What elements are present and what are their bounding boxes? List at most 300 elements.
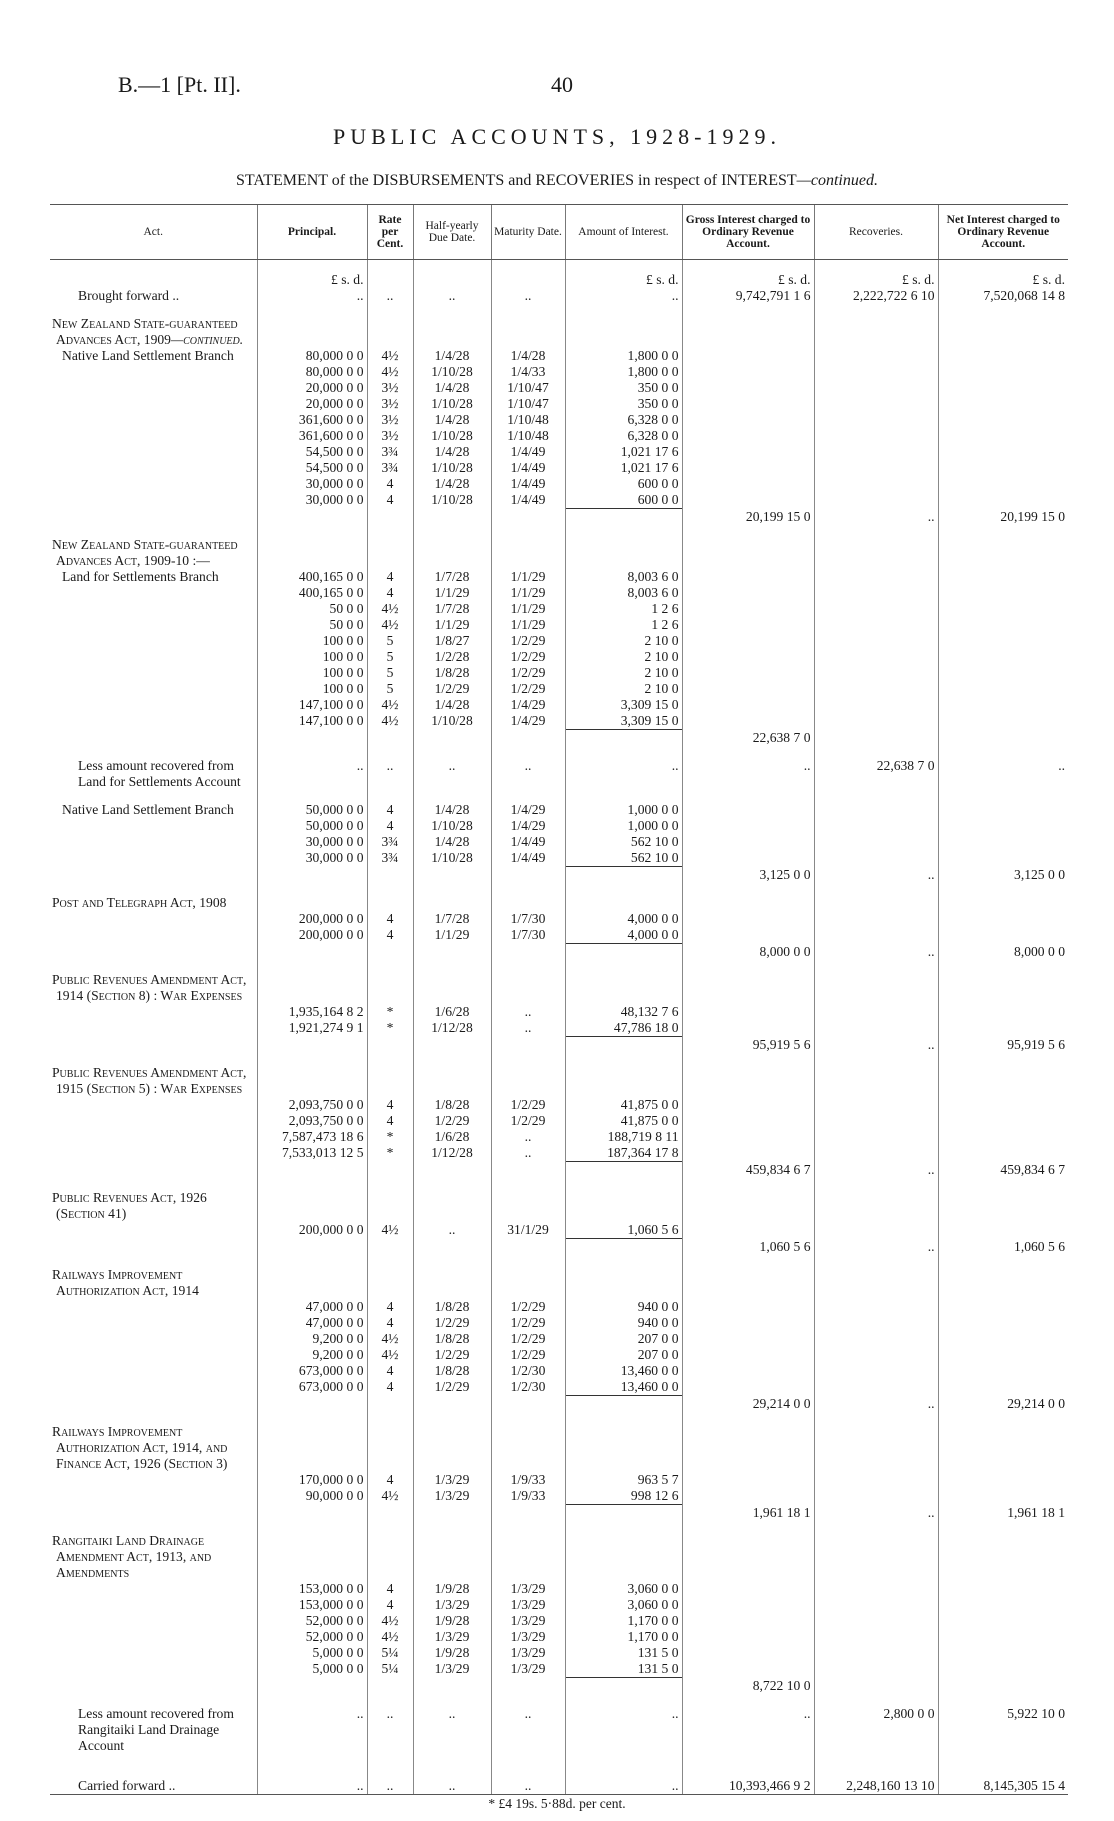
amount-cell: 8,003 6 0: [565, 569, 682, 585]
act-heading: Rangitaiki Land Drainage Amendment Act, 1913, and Amendments: [52, 1533, 212, 1580]
rate-cell: 3¾: [367, 850, 413, 867]
half-yearly-cell: 1/4/28: [413, 444, 491, 460]
maturity-cell: 1/3/29: [491, 1613, 565, 1629]
principal-cell: 361,600 0 0: [257, 428, 367, 444]
amount-cell: 1,800 0 0: [565, 364, 682, 380]
section-total-row: [50, 1162, 1068, 1179]
principal-cell: 100 0 0: [257, 681, 367, 697]
unit-amount: £ s. d.: [565, 272, 682, 288]
less-net: ..: [938, 758, 1068, 790]
table-row: [50, 1472, 1068, 1488]
amount-cell: 41,875 0 0: [565, 1097, 682, 1113]
rate-cell: 4: [367, 911, 413, 927]
amount-cell: 6,328 0 0: [565, 412, 682, 428]
table-row: [50, 850, 1068, 867]
table-row: [50, 1488, 1068, 1505]
table-row: [50, 1379, 1068, 1396]
recoveries-total: ..: [814, 1239, 938, 1256]
half-yearly-cell: 1/10/28: [413, 850, 491, 867]
half-yearly-cell: 1/4/28: [413, 834, 491, 850]
half-yearly-cell: 1/1/29: [413, 617, 491, 633]
maturity-cell: ..: [491, 1020, 565, 1037]
less-amount: ..: [565, 758, 682, 790]
gross-total: 3,125 0 0: [682, 867, 814, 884]
table-row: [50, 1315, 1068, 1331]
half-yearly-cell: 1/4/28: [413, 802, 491, 818]
rate-cell: 4: [367, 1363, 413, 1379]
amount-cell: 2 10 0: [565, 681, 682, 697]
less-amount: ..: [565, 1706, 682, 1754]
principal-cell: 153,000 0 0: [257, 1581, 367, 1597]
less-recovered-row: [50, 1706, 1068, 1754]
half-yearly-cell: 1/1/29: [413, 585, 491, 601]
interest-statement-table: [50, 204, 1068, 1795]
rate-cell: 4: [367, 1113, 413, 1129]
amount-cell: 600 0 0: [565, 492, 682, 509]
half-yearly-cell: 1/8/28: [413, 1363, 491, 1379]
act-heading-row: [50, 1424, 1068, 1472]
principal-cell: 9,200 0 0: [257, 1347, 367, 1363]
half-yearly-cell: 1/4/28: [413, 348, 491, 364]
table-row: [50, 681, 1068, 697]
half-yearly-cell: 1/2/29: [413, 681, 491, 697]
rate-cell: 4: [367, 802, 413, 818]
less-half: ..: [413, 1706, 491, 1754]
maturity-cell: 1/2/29: [491, 1097, 565, 1113]
half-yearly-cell: 1/3/29: [413, 1472, 491, 1488]
rate-cell: *: [367, 1129, 413, 1145]
maturity-cell: 1/10/48: [491, 428, 565, 444]
rate-cell: 4: [367, 1299, 413, 1315]
cf-amount: ..: [565, 1778, 682, 1795]
principal-cell: 50 0 0: [257, 601, 367, 617]
table-row: [50, 1129, 1068, 1145]
amount-cell: 1,170 0 0: [565, 1613, 682, 1629]
less-recovered-label: Less amount recovered from Land for Settlements Account: [78, 758, 241, 789]
rate-cell: 4½: [367, 1629, 413, 1645]
act-heading: Railways Improvement Authorization Act, 1914: [52, 1267, 199, 1298]
act-heading: Railways Improvement Authorization Act, 1914, and Finance Act, 1926 (Section 3): [52, 1424, 228, 1471]
amount-cell: 562 10 0: [565, 834, 682, 850]
half-yearly-cell: 1/9/28: [413, 1581, 491, 1597]
half-yearly-cell: 1/4/28: [413, 412, 491, 428]
col-act: Act.: [50, 205, 257, 260]
maturity-cell: 1/4/49: [491, 444, 565, 460]
recoveries-total: ..: [814, 1162, 938, 1179]
act-heading: Public Revenues Amendment Act, 1915 (Section 5) : War Expenses: [52, 1065, 247, 1096]
act-heading-row: [50, 895, 1068, 911]
rate-cell: 4: [367, 818, 413, 834]
less-maturity: ..: [491, 758, 565, 790]
principal-cell: 200,000 0 0: [257, 1222, 367, 1239]
amount-cell: 963 5 7: [565, 1472, 682, 1488]
recoveries-total: ..: [814, 1396, 938, 1413]
rate-cell: 3½: [367, 412, 413, 428]
half-yearly-cell: 1/10/28: [413, 460, 491, 476]
less-recoveries: 22,638 7 0: [814, 758, 938, 790]
rate-cell: 4½: [367, 348, 413, 364]
maturity-cell: 1/9/33: [491, 1472, 565, 1488]
rate-cell: 5: [367, 649, 413, 665]
maturity-cell: 1/4/29: [491, 818, 565, 834]
principal-cell: 147,100 0 0: [257, 713, 367, 730]
brought-forward-label: Brought forward ..: [78, 288, 180, 303]
table-row: [50, 818, 1068, 834]
table-row: [50, 585, 1068, 601]
rate-cell: 3½: [367, 380, 413, 396]
carried-forward-label: Carried forward ..: [50, 1778, 257, 1795]
half-yearly-cell: 1/3/29: [413, 1629, 491, 1645]
amount-cell: 2 10 0: [565, 633, 682, 649]
rate-cell: 4: [367, 1097, 413, 1113]
act-heading-row: [50, 1065, 1068, 1097]
rate-cell: 4: [367, 1472, 413, 1488]
maturity-cell: 1/10/47: [491, 396, 565, 412]
half-yearly-cell: 1/8/28: [413, 665, 491, 681]
principal-cell: 54,500 0 0: [257, 444, 367, 460]
section-total-row: [50, 1037, 1068, 1054]
act-heading: Public Revenues Act, 1926 (Section 41): [52, 1190, 207, 1221]
act-heading: [50, 316, 257, 348]
section-total-row: [50, 1505, 1068, 1522]
gross-total: 1,060 5 6: [682, 1239, 814, 1256]
principal-cell: 54,500 0 0: [257, 460, 367, 476]
amount-cell: 8,003 6 0: [565, 585, 682, 601]
table-row: [50, 697, 1068, 713]
maturity-cell: 31/1/29: [491, 1222, 565, 1239]
half-yearly-cell: 1/7/28: [413, 911, 491, 927]
recoveries-total: ..: [814, 944, 938, 961]
maturity-cell: 1/2/29: [491, 1315, 565, 1331]
branch-label: Native Land Settlement Branch: [62, 802, 234, 817]
maturity-cell: 1/4/49: [491, 476, 565, 492]
principal-cell: 170,000 0 0: [257, 1472, 367, 1488]
amount-cell: 1,060 5 6: [565, 1222, 682, 1239]
branch-label: Land for Settlements Branch: [62, 569, 219, 584]
half-yearly-cell: 1/8/28: [413, 1331, 491, 1347]
amount-cell: 1,000 0 0: [565, 818, 682, 834]
principal-cell: 200,000 0 0: [257, 911, 367, 927]
maturity-cell: 1/2/30: [491, 1379, 565, 1396]
principal-cell: 30,000 0 0: [257, 834, 367, 850]
maturity-cell: 1/10/47: [491, 380, 565, 396]
half-yearly-cell: 1/3/29: [413, 1488, 491, 1505]
maturity-cell: 1/3/29: [491, 1597, 565, 1613]
act-heading-row: [50, 1267, 1068, 1299]
page-title: PUBLIC ACCOUNTS, 1928-1929.: [333, 124, 781, 149]
rate-cell: 5: [367, 665, 413, 681]
half-yearly-cell: 1/7/28: [413, 569, 491, 585]
bf-amount: ..: [565, 288, 682, 304]
net-total: 459,834 6 7: [938, 1162, 1068, 1179]
maturity-cell: 1/1/29: [491, 569, 565, 585]
principal-cell: 47,000 0 0: [257, 1315, 367, 1331]
principal-cell: 673,000 0 0: [257, 1379, 367, 1396]
recoveries-total: ..: [814, 1037, 938, 1054]
table-row: [50, 1363, 1068, 1379]
net-total: 95,919 5 6: [938, 1037, 1068, 1054]
maturity-cell: 1/4/33: [491, 364, 565, 380]
less-recovered-row: [50, 758, 1068, 790]
principal-cell: 90,000 0 0: [257, 1488, 367, 1505]
half-yearly-cell: ..: [413, 1222, 491, 1239]
amount-cell: 940 0 0: [565, 1315, 682, 1331]
principal-cell: 5,000 0 0: [257, 1645, 367, 1661]
amount-cell: 1 2 6: [565, 617, 682, 633]
net-total: 20,199 15 0: [938, 509, 1068, 526]
maturity-cell: 1/9/33: [491, 1488, 565, 1505]
table-row: [50, 412, 1068, 428]
gross-total: 20,199 15 0: [682, 509, 814, 526]
table-row: [50, 348, 1068, 364]
principal-cell: 52,000 0 0: [257, 1629, 367, 1645]
less-gross: ..: [682, 758, 814, 790]
maturity-cell: 1/1/29: [491, 617, 565, 633]
branch-label: Native Land Settlement Branch: [62, 348, 234, 363]
net-total: 1,961 18 1: [938, 1505, 1068, 1522]
half-yearly-cell: 1/2/29: [413, 1379, 491, 1396]
maturity-cell: 1/4/49: [491, 492, 565, 509]
table-row: [50, 1004, 1068, 1020]
maturity-cell: 1/4/49: [491, 834, 565, 850]
table-row: [50, 1097, 1068, 1113]
table-row: [50, 492, 1068, 509]
less-net: 5,922 10 0: [938, 1706, 1068, 1754]
less-recovered-label: Less amount recovered from Rangitaiki Land Drainage Account: [78, 1706, 234, 1753]
less-gross: ..: [682, 1706, 814, 1754]
bf-net: 7,520,068 14 8: [938, 288, 1068, 304]
maturity-cell: 1/2/29: [491, 649, 565, 665]
principal-cell: 7,533,013 12 5: [257, 1145, 367, 1162]
maturity-cell: 1/2/29: [491, 665, 565, 681]
maturity-cell: 1/4/49: [491, 460, 565, 476]
amount-cell: 1,170 0 0: [565, 1629, 682, 1645]
amount-cell: 350 0 0: [565, 396, 682, 412]
table-row: [50, 444, 1068, 460]
half-yearly-cell: 1/8/27: [413, 633, 491, 649]
act-heading-text: New Zealand State-guaranteed Advances Act, 1909: [52, 316, 238, 347]
rate-cell: 3½: [367, 396, 413, 412]
rate-cell: 4: [367, 1581, 413, 1597]
principal-cell: 50 0 0: [257, 617, 367, 633]
principal-cell: 30,000 0 0: [257, 476, 367, 492]
principal-cell: 100 0 0: [257, 665, 367, 681]
principal-cell: 47,000 0 0: [257, 1299, 367, 1315]
rate-cell: 4: [367, 585, 413, 601]
half-yearly-cell: 1/10/28: [413, 713, 491, 730]
net-total: 29,214 0 0: [938, 1396, 1068, 1413]
cf-principal: ..: [257, 1778, 367, 1795]
maturity-cell: 1/7/30: [491, 911, 565, 927]
gross-total: 95,919 5 6: [682, 1037, 814, 1054]
cf-half: ..: [413, 1778, 491, 1795]
principal-cell: 50,000 0 0: [257, 818, 367, 834]
table-row: [50, 364, 1068, 380]
amount-cell: 600 0 0: [565, 476, 682, 492]
section-total-row: [50, 509, 1068, 526]
cf-maturity: ..: [491, 1778, 565, 1795]
principal-cell: 100 0 0: [257, 633, 367, 649]
half-yearly-cell: 1/4/28: [413, 476, 491, 492]
rate-cell: 4½: [367, 617, 413, 633]
maturity-cell: 1/3/29: [491, 1645, 565, 1661]
table-row: [50, 802, 1068, 818]
col-net: Net Interest charged to Ordinary Revenue Account.: [938, 205, 1068, 260]
principal-cell: 7,587,473 18 6: [257, 1129, 367, 1145]
table-row: [50, 1331, 1068, 1347]
act-continued: —continued.: [170, 332, 244, 347]
footnote: * £4 19s. 5·88d. per cent.: [488, 1796, 626, 1811]
maturity-cell: 1/2/29: [491, 681, 565, 697]
gross-total: 459,834 6 7: [682, 1162, 814, 1179]
table-row: [50, 1597, 1068, 1613]
net-total: 8,000 0 0: [938, 944, 1068, 961]
subtitle-text: STATEMENT of the DISBURSEMENTS and RECOVERIES in respect of INTEREST: [236, 172, 797, 189]
amount-cell: 13,460 0 0: [565, 1363, 682, 1379]
amount-cell: 188,719 8 11: [565, 1129, 682, 1145]
maturity-cell: 1/1/29: [491, 601, 565, 617]
half-yearly-cell: 1/8/28: [413, 1097, 491, 1113]
amount-cell: 207 0 0: [565, 1347, 682, 1363]
amount-cell: 131 5 0: [565, 1645, 682, 1661]
table-row: [50, 617, 1068, 633]
less-maturity: ..: [491, 1706, 565, 1754]
less-recoveries: 2,800 0 0: [814, 1706, 938, 1754]
rate-cell: 4: [367, 1379, 413, 1396]
bf-principal: ..: [257, 288, 367, 304]
maturity-cell: 1/2/29: [491, 1113, 565, 1129]
amount-cell: 562 10 0: [565, 850, 682, 867]
col-maturity: Maturity Date.: [491, 205, 565, 260]
rate-cell: 4½: [367, 1222, 413, 1239]
gross-total: 29,214 0 0: [682, 1396, 814, 1413]
bf-gross: 9,742,791 1 6: [682, 288, 814, 304]
unit-recoveries: £ s. d.: [814, 272, 938, 288]
brought-forward-row: [50, 288, 1068, 304]
principal-cell: 30,000 0 0: [257, 492, 367, 509]
rate-cell: 4: [367, 569, 413, 585]
act-heading: Post and Telegraph Act, 1908: [52, 895, 227, 910]
recoveries-total: ..: [814, 509, 938, 526]
rate-cell: 4: [367, 492, 413, 509]
principal-cell: 100 0 0: [257, 649, 367, 665]
rate-cell: 3¾: [367, 444, 413, 460]
section-total-row: [50, 1678, 1068, 1695]
maturity-cell: 1/4/28: [491, 348, 565, 364]
rate-cell: 5¼: [367, 1661, 413, 1678]
amount-cell: 2 10 0: [565, 649, 682, 665]
half-yearly-cell: 1/6/28: [413, 1129, 491, 1145]
section-total-row: [50, 1239, 1068, 1256]
maturity-cell: 1/10/48: [491, 412, 565, 428]
table-row: [50, 1581, 1068, 1597]
col-principal: Principal.: [257, 205, 367, 260]
gross-total: 22,638 7 0: [682, 730, 814, 747]
recoveries-total: ..: [814, 867, 938, 884]
rate-cell: *: [367, 1004, 413, 1020]
maturity-cell: 1/3/29: [491, 1581, 565, 1597]
table-row: [50, 428, 1068, 444]
maturity-cell: 1/4/29: [491, 802, 565, 818]
act-heading: New Zealand State-guaranteed Advances Act, 1909-10 :—: [52, 537, 238, 568]
amount-cell: 998 12 6: [565, 1488, 682, 1505]
table-row: [50, 1661, 1068, 1678]
statement-subtitle: [0, 172, 1114, 190]
net-total: 1,060 5 6: [938, 1239, 1068, 1256]
units-row: [50, 272, 1068, 288]
table-row: [50, 476, 1068, 492]
col-gross: Gross Interest charged to Ordinary Revenue Account.: [682, 205, 814, 260]
rate-cell: 4½: [367, 713, 413, 730]
principal-cell: 1,921,274 9 1: [257, 1020, 367, 1037]
less-rate: ..: [367, 758, 413, 790]
page-number: 40: [551, 72, 573, 97]
principal-cell: 20,000 0 0: [257, 396, 367, 412]
half-yearly-cell: 1/2/28: [413, 649, 491, 665]
principal-cell: 153,000 0 0: [257, 1597, 367, 1613]
report-code: B.—1 [Pt. II].: [118, 72, 241, 97]
rate-cell: 3½: [367, 428, 413, 444]
maturity-cell: 1/4/29: [491, 697, 565, 713]
column-header-row: [50, 205, 1068, 260]
maturity-cell: 1/1/29: [491, 585, 565, 601]
rate-cell: 4½: [367, 364, 413, 380]
half-yearly-cell: 1/7/28: [413, 601, 491, 617]
table-row: [50, 665, 1068, 681]
gross-total: 1,961 18 1: [682, 1505, 814, 1522]
principal-cell: 361,600 0 0: [257, 412, 367, 428]
table-row: [50, 927, 1068, 944]
amount-cell: 1 2 6: [565, 601, 682, 617]
act-heading-row: [50, 316, 1068, 348]
amount-cell: 1,021 17 6: [565, 460, 682, 476]
amount-cell: 41,875 0 0: [565, 1113, 682, 1129]
half-yearly-cell: 1/3/29: [413, 1597, 491, 1613]
table-row: [50, 834, 1068, 850]
amount-cell: 2 10 0: [565, 665, 682, 681]
less-half: ..: [413, 758, 491, 790]
principal-cell: 2,093,750 0 0: [257, 1097, 367, 1113]
principal-cell: 20,000 0 0: [257, 380, 367, 396]
amount-cell: 6,328 0 0: [565, 428, 682, 444]
col-half-yearly: Half-yearly Due Date.: [413, 205, 491, 260]
maturity-cell: 1/2/29: [491, 1299, 565, 1315]
amount-cell: 3,309 15 0: [565, 697, 682, 713]
principal-cell: 5,000 0 0: [257, 1661, 367, 1678]
maturity-cell: ..: [491, 1004, 565, 1020]
gross-total: 8,000 0 0: [682, 944, 814, 961]
table-row: [50, 601, 1068, 617]
rate-cell: 3¾: [367, 460, 413, 476]
principal-cell: 147,100 0 0: [257, 697, 367, 713]
half-yearly-cell: 1/10/28: [413, 428, 491, 444]
rate-cell: 4½: [367, 697, 413, 713]
rate-cell: 5: [367, 633, 413, 649]
amount-cell: 940 0 0: [565, 1299, 682, 1315]
half-yearly-cell: 1/8/28: [413, 1299, 491, 1315]
amount-cell: 3,060 0 0: [565, 1597, 682, 1613]
maturity-cell: 1/2/29: [491, 1331, 565, 1347]
rate-cell: 5: [367, 681, 413, 697]
table-row: [50, 1145, 1068, 1162]
half-yearly-cell: 1/10/28: [413, 492, 491, 509]
section-total-row: [50, 944, 1068, 961]
unit-principal: £ s. d.: [257, 272, 367, 288]
carried-forward-row: [50, 1778, 1068, 1795]
table-row: [50, 460, 1068, 476]
amount-cell: 207 0 0: [565, 1331, 682, 1347]
half-yearly-cell: 1/9/28: [413, 1645, 491, 1661]
